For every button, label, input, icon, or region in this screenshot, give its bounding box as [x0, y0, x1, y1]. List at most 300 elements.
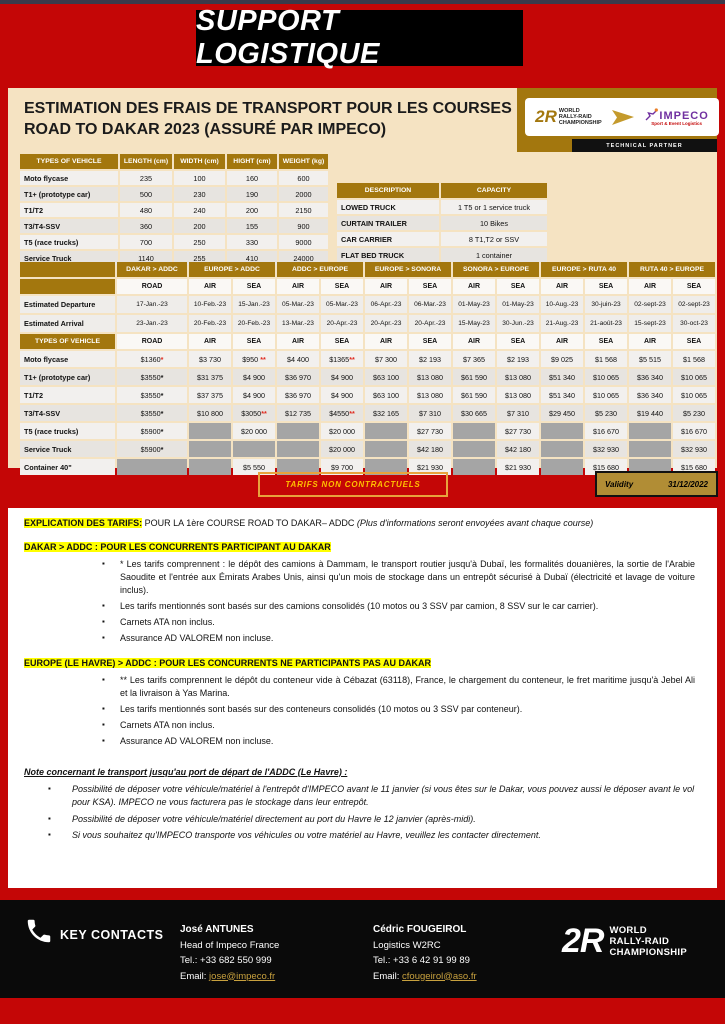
- dimension-value: 2150: [279, 203, 328, 217]
- column-header: WIDTH (cm): [174, 154, 225, 169]
- table-row: [20, 203, 328, 217]
- price-value: $2 193: [409, 351, 451, 367]
- validity-label: Validity: [605, 479, 634, 489]
- date-value: 30-juin-23: [585, 296, 627, 313]
- mode-header: SEA: [233, 279, 275, 294]
- blocked-cell: [365, 423, 407, 439]
- price-value: $21 930: [497, 459, 539, 475]
- non-contractual-banner: TARIFS NON CONTRACTUELS: [258, 472, 448, 497]
- mode-header: AIR: [541, 334, 583, 349]
- blocked-cell: [629, 441, 671, 457]
- note-block: [24, 767, 701, 843]
- note-bullet-item: ▪ Si vous souhaitez qu'IMPECO transporte vos véhicules ou votre matériel au Havre, veuillez les contacter directement.: [48, 829, 697, 843]
- red-note-marker: *: [160, 354, 164, 364]
- date-value: 10-Aug.-23: [541, 296, 583, 313]
- date-value: 30-Jun.-23: [497, 315, 539, 332]
- price-value: $12 735: [277, 405, 319, 421]
- contact-email-row: Email: jose@impeco.fr: [180, 970, 276, 982]
- price-value: $7 310: [497, 405, 539, 421]
- capacity-value: 1 container: [441, 248, 547, 262]
- truck-type: FLAT BED TRUCK: [337, 248, 439, 262]
- mode-header: SEA: [673, 279, 715, 294]
- price-value: $1360*: [117, 351, 187, 367]
- price-value: $36 340: [629, 387, 671, 403]
- note-marker: *: [160, 444, 164, 454]
- bullet-item: ▪ ** Les tarifs comprennent le dépôt du conteneur vide à Cébazat (63118), France, le chargement du conteneur, le fret maritime jusqu'à Jebel Ali et la livraison à Yas Marina.: [102, 674, 695, 700]
- blocked-cell: [453, 459, 495, 475]
- footer: [0, 900, 725, 998]
- capacity-table: [335, 181, 549, 264]
- dimension-value: 255: [174, 251, 225, 265]
- mode-header: ROAD: [117, 334, 187, 349]
- mode-header: SEA: [497, 279, 539, 294]
- price-value: $7 300: [365, 351, 407, 367]
- blocked-cell: [189, 441, 231, 457]
- dimension-value: 700: [120, 235, 172, 249]
- price-value: $5 230: [673, 405, 715, 421]
- price-value: $19 440: [629, 405, 671, 421]
- truck-type: LOWED TRUCK: [337, 200, 439, 214]
- price-value: $21 930: [409, 459, 451, 475]
- price-value: $15 680: [585, 459, 627, 475]
- price-value: $20 000: [233, 423, 275, 439]
- note-bullet-item: ▪ Possibilité de déposer votre véhicule/matériel directement au port du Havre le 12 janvier (après-midi).: [48, 813, 697, 827]
- header-row: [20, 154, 328, 169]
- price-value: $20 000: [321, 441, 363, 457]
- schedule-table: [18, 260, 717, 334]
- price-value: $27 730: [409, 423, 451, 439]
- mode-header: ROAD: [117, 279, 187, 294]
- document-title-line1: ESTIMATION DES FRAIS DE TRANSPORT POUR LES COURSES: [24, 100, 512, 117]
- w2rc-footer-logo: [562, 922, 687, 961]
- price-value: $10 065: [585, 369, 627, 385]
- w2rc-logo: [535, 107, 602, 127]
- price-value: $3 730: [189, 351, 231, 367]
- bullet-list: [24, 558, 701, 645]
- mode-header: SEA: [585, 334, 627, 349]
- date-value: 15-May-23: [453, 315, 495, 332]
- vehicle-table: [18, 152, 330, 267]
- date-value: 23-Jan.-23: [117, 315, 187, 332]
- column-header: WEIGHT (kg): [279, 154, 328, 169]
- price-value: $29 450: [541, 405, 583, 421]
- w2rc-logo-text: WORLD RALLY-RAID CHAMPIONSHIP: [609, 925, 687, 958]
- route-header-row: [20, 262, 715, 277]
- blocked-cell: [233, 441, 275, 457]
- price-value: $1365**: [321, 351, 363, 367]
- blocked-cell: [189, 423, 231, 439]
- price-value: $63 100: [365, 387, 407, 403]
- mode-header: SEA: [321, 279, 363, 294]
- blocked-cell: [117, 459, 187, 475]
- dimension-value: 155: [227, 219, 277, 233]
- price-value: $16 670: [585, 423, 627, 439]
- dimension-value: 230: [174, 187, 225, 201]
- date-value: 06-Apr.-23: [365, 296, 407, 313]
- price-value: $37 375: [189, 387, 231, 403]
- price-value: $5 515: [629, 351, 671, 367]
- table-row: [20, 387, 715, 403]
- price-value: $5900*: [117, 441, 187, 457]
- dimension-value: 330: [227, 235, 277, 249]
- table-row: [20, 235, 328, 249]
- mode-header: SEA: [409, 334, 451, 349]
- route-header: RUTA 40 > EUROPE: [629, 262, 715, 277]
- price-value: $36 340: [629, 369, 671, 385]
- blocked-cell: [629, 423, 671, 439]
- w2rc-2r-mark: 2R: [562, 922, 604, 960]
- explanation-panel: [8, 508, 717, 888]
- page-header: [196, 5, 523, 70]
- route-header: EUROPE > ADDC: [189, 262, 275, 277]
- document-title-line2: ROAD TO DAKAR 2023 (ASSURÉ PAR IMPECO): [24, 121, 387, 139]
- mode-header: SEA: [497, 334, 539, 349]
- date-value: 17-Jan.-23: [117, 296, 187, 313]
- truck-type: CURTAIN TRAILER: [337, 216, 439, 230]
- w2rc-2r-mark: 2R: [535, 107, 557, 126]
- note-title: Note concernant le transport jusqu'au port de départ de l'ADDC (Le Havre) :: [24, 766, 348, 777]
- bullet-list: [24, 674, 701, 748]
- vehicle-type: T5 (race trucks): [20, 423, 115, 439]
- dimension-value: 160: [227, 171, 277, 185]
- price-value: $4 900: [321, 387, 363, 403]
- dimension-value: 2000: [279, 187, 328, 201]
- price-value: $61 590: [453, 369, 495, 385]
- date-value: 30-oct-23: [673, 315, 715, 332]
- dimension-value: 24000: [279, 251, 328, 265]
- w2rc-logo-text: WORLD RALLY-RAID CHAMPIONSHIP: [558, 108, 602, 126]
- date-value: 05-Mar.-23: [277, 296, 319, 313]
- dimension-value: 200: [227, 203, 277, 217]
- corner-cell: [20, 279, 115, 294]
- price-value: $36 970: [277, 369, 319, 385]
- route-header: EUROPE > RUTA 40: [541, 262, 627, 277]
- red-note-marker: **: [261, 408, 267, 418]
- contact-role: Logistics W2RC: [373, 939, 441, 951]
- vehicle-type: T1/T2: [20, 387, 115, 403]
- date-value: 20-Feb.-23: [189, 315, 231, 332]
- price-value: $950 **: [233, 351, 275, 367]
- price-value: $13 080: [497, 369, 539, 385]
- arrival-row: [20, 315, 715, 332]
- section-title-dakar-addc: DAKAR > ADDC : POUR LES CONCURRENTS PARTICIPANT AU DAKAR: [24, 542, 331, 552]
- partner-logo-block: [517, 88, 717, 152]
- validity-date: 31/12/2022: [667, 479, 708, 489]
- runner-icon: [644, 108, 659, 121]
- validity-badge: [595, 471, 718, 497]
- price-value: $16 670: [673, 423, 715, 439]
- price-value: $13 080: [409, 387, 451, 403]
- price-table: [18, 332, 717, 477]
- price-value: $31 375: [189, 369, 231, 385]
- dimension-value: 360: [120, 219, 172, 233]
- mode-header: AIR: [541, 279, 583, 294]
- price-value: $3050**: [233, 405, 275, 421]
- explanation-heading-italic: (Plus d'informations seront envoyées avant chaque course): [356, 518, 594, 528]
- explanation-heading-highlight: EXPLICATION DES TARIFS:: [24, 518, 143, 528]
- contact-card-jose: [180, 922, 279, 984]
- contact-tel: Tel.: +33 682 550 999: [180, 955, 272, 966]
- page-title: SUPPORT LOGISTIQUE: [196, 5, 380, 70]
- row-label: Estimated Arrival: [20, 315, 115, 332]
- price-value: $10 065: [673, 387, 715, 403]
- date-value: 20-Apr.-23: [321, 315, 363, 332]
- route-header: DAKAR > ADDC: [117, 262, 187, 277]
- price-value: $32 165: [365, 405, 407, 421]
- capacity-value: 1 T5 or 1 service truck: [441, 200, 547, 214]
- dimension-value: 235: [120, 171, 172, 185]
- price-value: $5900*: [117, 423, 187, 439]
- blocked-cell: [453, 441, 495, 457]
- route-header: EUROPE > SONORA: [365, 262, 451, 277]
- blocked-cell: [277, 441, 319, 457]
- top-strip: [0, 0, 725, 4]
- date-value: 05-Mar.-23: [321, 296, 363, 313]
- dimension-value: 9000: [279, 235, 328, 249]
- section-title-europe-addc: EUROPE (LE HAVRE) > ADDC : POUR LES CONCURRENTS NE PARTICIPANTS PAS AU DAKAR: [24, 658, 431, 669]
- mode-header: AIR: [629, 279, 671, 294]
- bullet-item: ▪ Les tarifs mentionnés sont basés sur des camions consolidés (10 motos ou 3 SSV par camion, 8 SSV sur le car carrier).: [102, 600, 695, 613]
- date-value: 01-May-23: [453, 296, 495, 313]
- bullet-item: ▪ Les tarifs mentionnés sont basés sur des conteneurs consolidés (10 motos ou 3 SSV par conteneur).: [102, 703, 695, 716]
- mode-header: AIR: [453, 334, 495, 349]
- column-header: DESCRIPTION: [337, 183, 439, 198]
- bullet-item: ▪ Carnets ATA non inclus.: [102, 616, 695, 629]
- mode-header: SEA: [233, 334, 275, 349]
- blocked-cell: [541, 423, 583, 439]
- contact-name: José ANTUNES: [180, 924, 254, 935]
- price-value: $36 970: [277, 387, 319, 403]
- contact-role: Head of Impeco France: [180, 939, 280, 951]
- dimension-value: 600: [279, 171, 328, 185]
- date-value: 13-Mar.-23: [277, 315, 319, 332]
- price-value: $3550*: [117, 369, 187, 385]
- dimension-value: 250: [174, 235, 225, 249]
- vehicle-type: T1+ (prototype car): [20, 369, 115, 385]
- mode-header: AIR: [365, 334, 407, 349]
- paper-plane-icon: [612, 110, 634, 125]
- price-value: $9 700: [321, 459, 363, 475]
- vehicle-type: T3/T4-SSV: [20, 219, 118, 233]
- table-row: [337, 216, 547, 230]
- bottom-strip: [0, 998, 725, 1024]
- date-value: 10-Feb.-23: [189, 296, 231, 313]
- row-label: Estimated Departure: [20, 296, 115, 313]
- note-marker: *: [160, 426, 164, 436]
- dimension-value: 480: [120, 203, 172, 217]
- table-row: [20, 405, 715, 421]
- vehicle-type: Moto flycase: [20, 171, 118, 185]
- vehicle-type: T1/T2: [20, 203, 118, 217]
- price-value: $4 900: [321, 369, 363, 385]
- price-value: $1 568: [673, 351, 715, 367]
- price-value: $7 310: [409, 405, 451, 421]
- logo-strip: [525, 98, 719, 136]
- price-value: $13 080: [497, 387, 539, 403]
- date-value: 20-Apr.-23: [365, 315, 407, 332]
- technical-partner-badge: TECHNICAL PARTNER: [572, 139, 717, 152]
- price-value: $4 900: [233, 369, 275, 385]
- route-header: SONORA > EUROPE: [453, 262, 539, 277]
- vehicle-type: Moto flycase: [20, 351, 115, 367]
- price-value: $42 180: [497, 441, 539, 457]
- explanation-heading-rest: POUR LA 1ère COURSE ROAD TO DAKAR– ADDC: [142, 518, 357, 528]
- date-value: 01-May-23: [497, 296, 539, 313]
- blocked-cell: [541, 441, 583, 457]
- header-row: [20, 334, 715, 349]
- table-row: [20, 219, 328, 233]
- date-value: 21-août-23: [585, 315, 627, 332]
- dimension-value: 100: [174, 171, 225, 185]
- price-value: $51 340: [541, 369, 583, 385]
- dimension-value: 200: [174, 219, 225, 233]
- column-header: TYPES OF VEHICLE: [20, 154, 118, 169]
- blocked-cell: [541, 459, 583, 475]
- contact-card-cedric: [373, 922, 477, 984]
- dimension-value: 900: [279, 219, 328, 233]
- vehicle-type: Service Truck: [20, 251, 118, 265]
- table-row: [20, 351, 715, 367]
- price-value: $63 100: [365, 369, 407, 385]
- mode-header: AIR: [629, 334, 671, 349]
- red-note-marker: **: [260, 354, 266, 364]
- content-card: [8, 88, 717, 472]
- price-value: $15 680: [673, 459, 715, 475]
- header-row: [337, 183, 547, 198]
- column-header: TYPES OF VEHICLE: [20, 334, 115, 349]
- dimension-value: 1140: [120, 251, 172, 265]
- price-value: $9 025: [541, 351, 583, 367]
- price-value: $5 550: [233, 459, 275, 475]
- mode-header: SEA: [409, 279, 451, 294]
- date-value: 02-sept-23: [629, 296, 671, 313]
- email-link[interactable]: cfougeirol@aso.fr: [402, 970, 477, 982]
- price-value: $30 665: [453, 405, 495, 421]
- price-value: $13 080: [409, 369, 451, 385]
- departure-row: [20, 296, 715, 313]
- bullet-item: ▪ Assurance AD VALOREM non incluse.: [102, 632, 695, 645]
- table-row: [20, 369, 715, 385]
- mode-header: AIR: [277, 334, 319, 349]
- route-header: ADDC > EUROPE: [277, 262, 363, 277]
- table-row: [337, 232, 547, 246]
- note-bullet-item: ▪ Possibilité de déposer votre véhicule/matériel à l'entrepôt d'IMPECO avant le 11 janvier (si vous êtes sur le Dakar, vous pouvez aussi le déposer avant le vol pour KSA). IMPECO ne vous facturera pas le stockage dans leur entrepôt.: [48, 783, 697, 810]
- dimension-value: 500: [120, 187, 172, 201]
- price-value: $51 340: [541, 387, 583, 403]
- price-value: $3550*: [117, 405, 187, 421]
- vehicle-type: T3/T4-SSV: [20, 405, 115, 421]
- price-value: $20 000: [321, 423, 363, 439]
- mode-header: AIR: [277, 279, 319, 294]
- date-value: 15-sept-23: [629, 315, 671, 332]
- mode-header: SEA: [321, 334, 363, 349]
- contact-name: Cédric FOUGEIROL: [373, 924, 467, 935]
- price-value: $4 900: [233, 387, 275, 403]
- contact-tel: Tel.: +33 6 42 91 99 89: [373, 955, 470, 966]
- price-value: $32 930: [673, 441, 715, 457]
- vehicle-type: Container 40": [20, 459, 115, 475]
- table-row: [337, 200, 547, 214]
- mode-header: AIR: [365, 279, 407, 294]
- capacity-value: 8 T1,T2 or SSV: [441, 232, 547, 246]
- note-marker: *: [160, 408, 164, 418]
- blocked-cell: [365, 441, 407, 457]
- blocked-cell: [453, 423, 495, 439]
- dimension-value: 240: [174, 203, 225, 217]
- price-value: $10 065: [673, 369, 715, 385]
- price-value: $42 180: [409, 441, 451, 457]
- email-link[interactable]: jose@impeco.fr: [209, 970, 276, 982]
- corner-cell: [20, 262, 115, 277]
- price-value: $32 930: [585, 441, 627, 457]
- phone-icon: [24, 916, 54, 946]
- dimension-value: 410: [227, 251, 277, 265]
- price-value: $3550*: [117, 387, 187, 403]
- price-value: $7 365: [453, 351, 495, 367]
- contact-email-row: Email: cfougeirol@aso.fr: [373, 970, 477, 982]
- vehicle-type: T5 (race trucks): [20, 235, 118, 249]
- explanation-heading: [24, 518, 701, 528]
- mode-header: AIR: [189, 279, 231, 294]
- date-value: 02-sept-23: [673, 296, 715, 313]
- column-header: HIGHT (cm): [227, 154, 277, 169]
- impeco-logo: [644, 108, 708, 126]
- table-row: [20, 441, 715, 457]
- date-value: 20-Apr.-23: [409, 315, 451, 332]
- price-value: $4550**: [321, 405, 363, 421]
- mode-header-row: [20, 279, 715, 294]
- mode-header: SEA: [673, 334, 715, 349]
- key-contacts-label: KEY CONTACTS: [60, 928, 164, 942]
- red-note-marker: **: [349, 354, 355, 364]
- vehicle-type: Service Truck: [20, 441, 115, 457]
- mode-header: SEA: [585, 279, 627, 294]
- note-marker: *: [160, 372, 164, 382]
- blocked-cell: [189, 459, 231, 475]
- date-value: 21-Aug.-23: [541, 315, 583, 332]
- price-value: $10 800: [189, 405, 231, 421]
- price-value: $2 193: [497, 351, 539, 367]
- bullet-item: ▪ Assurance AD VALOREM non incluse.: [102, 735, 695, 748]
- price-value: $5 230: [585, 405, 627, 421]
- table-row: [20, 187, 328, 201]
- truck-type: CAR CARRIER: [337, 232, 439, 246]
- date-value: 15-Jan.-23: [233, 296, 275, 313]
- mode-header: AIR: [453, 279, 495, 294]
- impeco-name: IMPECO: [659, 110, 709, 122]
- document-title: [24, 98, 524, 140]
- column-header: LENGTH (cm): [120, 154, 172, 169]
- price-value: $10 065: [585, 387, 627, 403]
- blocked-cell: [277, 423, 319, 439]
- price-value: $4 400: [277, 351, 319, 367]
- mode-header: AIR: [189, 334, 231, 349]
- date-value: 20-Feb.-23: [233, 315, 275, 332]
- note-bullet-list: [24, 783, 701, 843]
- note-marker: *: [160, 390, 164, 400]
- bullet-item: ▪ Carnets ATA non inclus.: [102, 719, 695, 732]
- price-value: $27 730: [497, 423, 539, 439]
- bullet-item: ▪ * Les tarifs comprennent : le dépôt des camions à Dammam, le transport routier jusqu'à Dubaï, les formalités douanières, la sortie de l'Arabie Saoudite et l'entrée aux Émirats Arabes Unis, ainsi qu'un mois de stockage dans un entrepôt sécurisé à Dubaï (électricité et lavage de voiture inclus).: [102, 558, 695, 597]
- dimension-value: 190: [227, 187, 277, 201]
- date-value: 06-Mar.-23: [409, 296, 451, 313]
- impeco-subtitle: Sport & Event Logistics: [651, 121, 702, 126]
- capacity-value: 10 Bikes: [441, 216, 547, 230]
- price-value: $1 568: [585, 351, 627, 367]
- vehicle-type: T1+ (prototype car): [20, 187, 118, 201]
- column-header: CAPACITY: [441, 183, 547, 198]
- table-row: [20, 423, 715, 439]
